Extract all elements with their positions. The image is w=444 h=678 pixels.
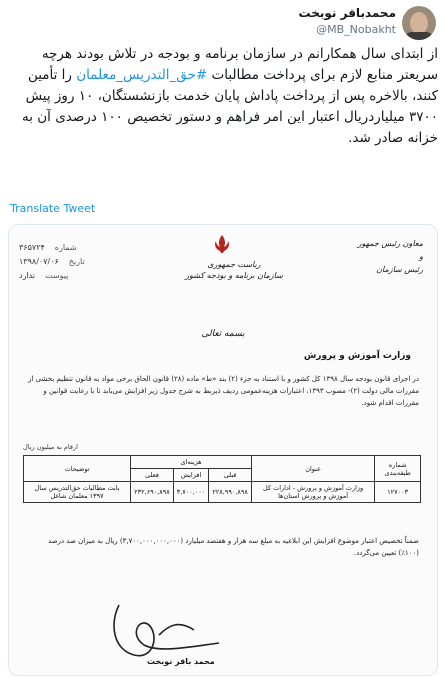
author-handle[interactable]: @MB_Nobakht bbox=[316, 23, 396, 36]
meta-date-value: ۱۳۹۸/۰۷/۰۶ bbox=[19, 257, 59, 266]
avatar[interactable] bbox=[402, 6, 436, 40]
cell-code: ۱۲۷۰۰۳ bbox=[375, 482, 421, 503]
sender-office-line-1: معاون رئیس جمهور bbox=[357, 239, 423, 248]
meta-number-value: ۳۶۵۷۲۴ bbox=[19, 243, 45, 252]
table-row bbox=[24, 482, 421, 503]
letter-body: در اجرای قانون بودجه سال ۱۳۹۸ کل کشور و با استناد به جزء (۲) بند «ط» ماده (۲۸) قانون الحاق برخی مواد به قانون تنظیم بخشی از مقررات مالی دولت (۲)- مصوب ۱۳۹۳، اعتبارات هزینه‌عمومی ردیف ذیربط به شرح جدول زیر افزایش می‌یابد تا با رعایت قوانین و مقررات اقدام شود. bbox=[28, 375, 419, 407]
attached-letter-image[interactable] bbox=[8, 224, 438, 676]
header-expense: هزینه‌ای bbox=[131, 456, 252, 469]
signer-name: محمد باقر نوبخت bbox=[147, 657, 215, 666]
subheader-increase: افزایش bbox=[173, 469, 209, 482]
tweet-header bbox=[0, 0, 444, 46]
subheader-previous: قبلی bbox=[209, 469, 252, 482]
meta-attachment bbox=[19, 269, 85, 283]
meta-date bbox=[19, 255, 85, 269]
header-notes: توضیحات bbox=[24, 456, 131, 482]
subheader-current: فعلی bbox=[131, 469, 174, 482]
letter-recipient: وزارت آموزش و پرورش bbox=[303, 351, 411, 361]
sender-office bbox=[339, 237, 423, 276]
cell-current: ۲۳۲,۶۹۰,۸۹۸ bbox=[131, 482, 174, 503]
avatar-shirt bbox=[404, 32, 434, 40]
letter-meta bbox=[19, 241, 85, 283]
basmala: بسمه تعالی bbox=[201, 329, 245, 339]
translate-tweet-link[interactable]: Translate Tweet bbox=[10, 202, 96, 215]
tweet-text-after: را تأمین کنند، بالاخره پس از پرداخت پاداش پایان خدمت بازنشستگان، ۱۰ روز پیش ۳۷۰۰ میلیاردریال اعتبار این امر فراهم و دستور تخصیص ۱۰۰ درصدی آن به خزانه صادر شد. bbox=[21, 67, 438, 146]
unit-note: ارقام به میلیون ریال bbox=[23, 443, 78, 451]
tweet-text-before: از ابتدای سال همکارانم در سازمان برنامه و بودجه در تلاش بودند هرچه سریعتر منابع لازم برای پرداخت مطالبات bbox=[41, 46, 438, 83]
meta-attachment-value: ندارد bbox=[19, 271, 36, 280]
cell-notes: بابت مطالبات حق‌التدریس سال ۱۳۹۷ معلمان شاغل bbox=[24, 482, 131, 503]
header-code: شماره طبقه‌بندی bbox=[375, 456, 421, 482]
letter-footnote: ضمناً تخصیص اعتبار موضوع افزایش این ابلاغیه به مبلغ سه هزار و هفتصد میلیارد (۳,۷۰۰,۰۰۰,۰۰۰,۰۰۰) ریال به میزان صد درصد (۱۰۰٪) تعیین می‌گردد. bbox=[47, 537, 419, 557]
cell-increase: ۳,۷۰۰,۰۰۰ bbox=[173, 482, 209, 503]
organization-title bbox=[179, 259, 289, 281]
author-name[interactable]: محمدباقر نوبخت bbox=[298, 6, 396, 20]
sender-office-line-2: و bbox=[419, 252, 423, 261]
org-line-2: سازمان برنامه و بودجه کشور bbox=[185, 271, 283, 280]
meta-number-key: شماره bbox=[54, 243, 77, 252]
signature-icon bbox=[99, 595, 259, 665]
header-title: عنوان bbox=[251, 456, 374, 482]
avatar-face bbox=[410, 12, 428, 34]
budget-table bbox=[23, 455, 421, 503]
cell-previous: ۲۲۸,۹۹۰,۸۹۸ bbox=[209, 482, 252, 503]
meta-date-key: تاریخ bbox=[68, 257, 85, 266]
hashtag-link[interactable]: #حق_التدریس_معلمان bbox=[76, 67, 208, 83]
meta-attachment-key: پیوست bbox=[45, 271, 69, 280]
sender-office-line-3: رئیس سازمان bbox=[376, 265, 423, 274]
iran-emblem-icon bbox=[211, 233, 233, 255]
meta-number bbox=[19, 241, 85, 255]
org-line-1: ریاست جمهوری bbox=[207, 260, 261, 269]
tweet-text bbox=[6, 44, 438, 149]
table-header-row bbox=[24, 456, 421, 469]
cell-title: وزارت آموزش و پرورش - ادارات کل آموزش و پرورش استان‌ها bbox=[251, 482, 374, 503]
